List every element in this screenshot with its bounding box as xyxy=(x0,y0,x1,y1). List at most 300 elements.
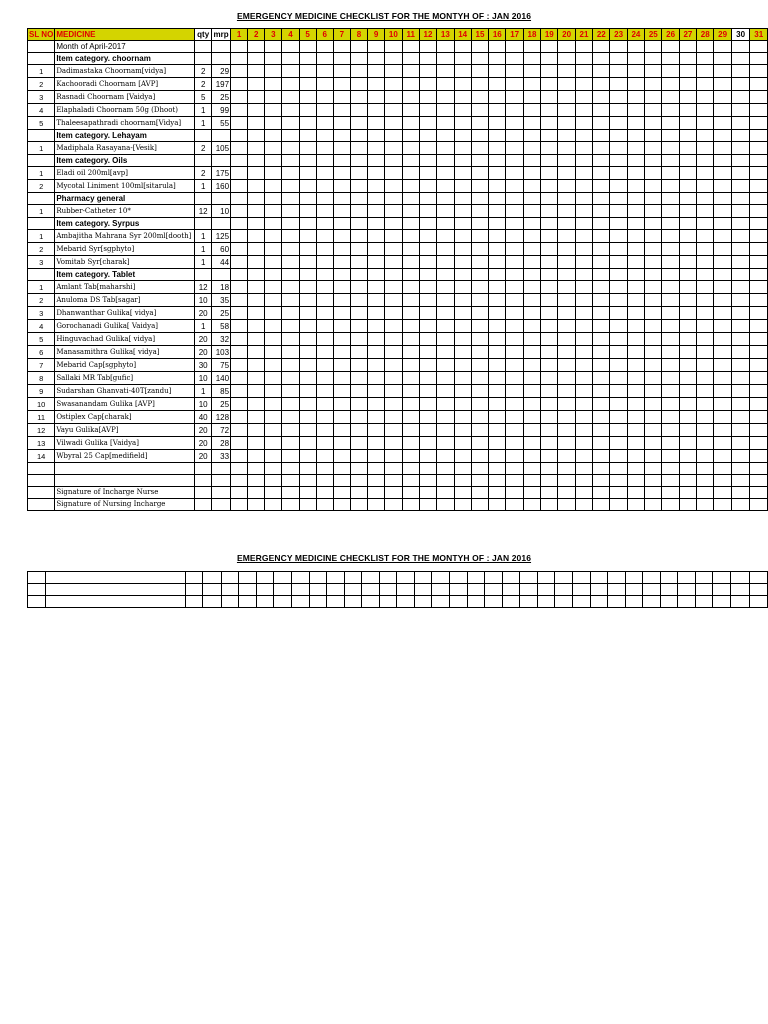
blank-cell xyxy=(195,475,212,487)
blank-cell xyxy=(402,475,419,487)
day-cell xyxy=(593,256,610,269)
qty-value: 1 xyxy=(195,320,212,333)
day-cell xyxy=(419,372,436,385)
day-cell xyxy=(610,243,627,256)
day-cell xyxy=(471,205,488,218)
header-day: 7 xyxy=(333,29,350,41)
mrp-value: 60 xyxy=(212,243,231,256)
medicine-row xyxy=(28,398,768,411)
day-cell xyxy=(471,117,488,130)
day-cell xyxy=(316,167,333,180)
day-cell xyxy=(419,437,436,450)
day-cell xyxy=(471,424,488,437)
day-cell xyxy=(523,372,540,385)
blank-cell xyxy=(291,572,309,584)
day-cell xyxy=(679,91,696,104)
blank-cell xyxy=(327,596,345,608)
day-cell xyxy=(506,437,523,450)
day-cell xyxy=(662,411,679,424)
day-cell xyxy=(471,294,488,307)
blank-cell xyxy=(265,475,282,487)
day-cell xyxy=(231,193,248,205)
day-cell xyxy=(299,167,316,180)
day-cell xyxy=(697,256,714,269)
category-label: Pharmacy general xyxy=(55,193,195,205)
day-cell xyxy=(437,117,454,130)
mrp-value: 75 xyxy=(212,359,231,372)
blank-cell xyxy=(316,475,333,487)
mrp-value: 160 xyxy=(212,180,231,193)
day-cell xyxy=(523,117,540,130)
day-cell xyxy=(506,230,523,243)
day-cell xyxy=(731,78,750,91)
day-cell xyxy=(471,218,488,230)
blank-cell xyxy=(362,584,380,596)
day-cell xyxy=(679,398,696,411)
blank-cell xyxy=(385,475,402,487)
blank-cell xyxy=(28,572,46,584)
blank-cell xyxy=(555,572,573,584)
blank-cell xyxy=(344,596,362,608)
day-cell xyxy=(627,450,644,463)
day-cell xyxy=(419,346,436,359)
day-cell xyxy=(489,65,506,78)
day-cell xyxy=(575,359,592,372)
day-cell xyxy=(248,359,265,372)
day-cell xyxy=(299,372,316,385)
blank-cell xyxy=(414,596,432,608)
mrp-value: 25 xyxy=(212,91,231,104)
day-cell xyxy=(248,180,265,193)
day-cell xyxy=(645,167,662,180)
day-cell xyxy=(575,230,592,243)
day-cell xyxy=(645,53,662,65)
day-cell xyxy=(750,117,768,130)
day-cell xyxy=(750,359,768,372)
qty-value: 20 xyxy=(195,346,212,359)
blank-cell xyxy=(610,475,627,487)
day-cell xyxy=(385,53,402,65)
day-cell xyxy=(662,243,679,256)
day-cell xyxy=(265,91,282,104)
day-cell xyxy=(437,243,454,256)
day-cell xyxy=(627,281,644,294)
day-cell xyxy=(645,359,662,372)
blank-cell xyxy=(256,572,274,584)
blank-cell xyxy=(28,463,55,475)
category-row xyxy=(28,269,768,281)
day-cell xyxy=(316,320,333,333)
day-cell xyxy=(471,487,488,499)
day-cell xyxy=(593,385,610,398)
day-cell xyxy=(419,256,436,269)
day-cell xyxy=(714,333,731,346)
day-cell xyxy=(282,205,299,218)
day-cell xyxy=(489,424,506,437)
medicine-name: Rasnadi Choornam [Vaidya] xyxy=(55,91,195,104)
day-cell xyxy=(627,155,644,167)
day-cell xyxy=(750,411,768,424)
medicine-row xyxy=(28,294,768,307)
day-cell xyxy=(419,499,436,511)
blank-row xyxy=(28,596,768,608)
day-cell xyxy=(437,142,454,155)
day-cell xyxy=(231,499,248,511)
day-cell xyxy=(333,499,350,511)
mrp-cell xyxy=(212,499,231,511)
day-cell xyxy=(454,78,471,91)
blank-cell xyxy=(368,475,385,487)
day-cell xyxy=(231,424,248,437)
day-cell xyxy=(750,294,768,307)
checklist-title-2: EMERGENCY MEDICINE CHECKLIST FOR THE MONTYH OF : JAN 2016 xyxy=(236,553,532,563)
day-cell xyxy=(248,218,265,230)
blank-cell xyxy=(608,584,626,596)
day-cell xyxy=(645,269,662,281)
day-cell xyxy=(662,91,679,104)
blank-cell xyxy=(248,463,265,475)
medicine-row xyxy=(28,424,768,437)
day-cell xyxy=(248,205,265,218)
day-cell xyxy=(248,281,265,294)
day-cell xyxy=(714,205,731,218)
day-cell xyxy=(316,424,333,437)
qty-cell xyxy=(195,487,212,499)
day-cell xyxy=(282,346,299,359)
day-cell xyxy=(541,53,558,65)
day-cell xyxy=(610,256,627,269)
day-cell xyxy=(575,167,592,180)
day-cell xyxy=(750,385,768,398)
day-cell xyxy=(575,294,592,307)
day-cell xyxy=(714,117,731,130)
day-cell xyxy=(645,320,662,333)
day-cell xyxy=(627,117,644,130)
day-cell xyxy=(333,359,350,372)
day-cell xyxy=(750,230,768,243)
day-cell xyxy=(316,230,333,243)
day-cell xyxy=(627,411,644,424)
day-cell xyxy=(368,155,385,167)
day-cell xyxy=(610,333,627,346)
blank-cell xyxy=(309,572,327,584)
day-cell xyxy=(333,320,350,333)
day-cell xyxy=(523,281,540,294)
day-cell xyxy=(437,487,454,499)
day-cell xyxy=(697,65,714,78)
day-cell xyxy=(506,499,523,511)
day-cell xyxy=(541,333,558,346)
category-label: Item category. Tablet xyxy=(55,269,195,281)
day-cell xyxy=(282,104,299,117)
day-cell xyxy=(248,193,265,205)
day-cell xyxy=(248,117,265,130)
day-cell xyxy=(541,307,558,320)
day-cell xyxy=(231,437,248,450)
day-cell xyxy=(523,411,540,424)
day-cell xyxy=(299,41,316,53)
day-cell xyxy=(575,437,592,450)
blank-cell xyxy=(450,572,468,584)
day-cell xyxy=(437,359,454,372)
day-cell xyxy=(402,450,419,463)
day-cell xyxy=(368,333,385,346)
day-cell xyxy=(350,117,367,130)
day-cell xyxy=(437,53,454,65)
blank-cell xyxy=(185,572,202,584)
sl-number: 2 xyxy=(28,180,55,193)
day-cell xyxy=(645,142,662,155)
day-cell xyxy=(385,167,402,180)
day-cell xyxy=(231,53,248,65)
header-day: 30 xyxy=(731,29,750,41)
signature-label: Signature of Incharge Nurse xyxy=(55,487,195,499)
day-cell xyxy=(489,41,506,53)
day-cell xyxy=(402,411,419,424)
day-cell xyxy=(593,218,610,230)
day-cell xyxy=(506,450,523,463)
day-cell xyxy=(231,117,248,130)
day-cell xyxy=(645,411,662,424)
day-cell xyxy=(731,450,750,463)
day-cell xyxy=(333,41,350,53)
day-cell xyxy=(350,78,367,91)
sl-number: 2 xyxy=(28,243,55,256)
day-cell xyxy=(575,281,592,294)
day-cell xyxy=(523,294,540,307)
sl-number: 8 xyxy=(28,372,55,385)
day-cell xyxy=(265,450,282,463)
day-cell xyxy=(248,104,265,117)
day-cell xyxy=(316,256,333,269)
day-cell xyxy=(333,180,350,193)
day-cell xyxy=(558,180,575,193)
day-cell xyxy=(523,385,540,398)
day-cell xyxy=(231,281,248,294)
sl-cell xyxy=(28,41,55,53)
day-cell xyxy=(750,180,768,193)
day-cell xyxy=(333,230,350,243)
day-cell xyxy=(282,411,299,424)
day-cell xyxy=(731,41,750,53)
day-cell xyxy=(558,130,575,142)
day-cell xyxy=(489,294,506,307)
day-cell xyxy=(662,230,679,243)
day-cell xyxy=(316,411,333,424)
day-cell xyxy=(523,193,540,205)
day-cell xyxy=(265,130,282,142)
blank-row xyxy=(28,584,768,596)
blank-cell xyxy=(590,596,608,608)
day-cell xyxy=(419,307,436,320)
day-cell xyxy=(645,117,662,130)
day-cell xyxy=(731,294,750,307)
day-cell xyxy=(523,65,540,78)
day-cell xyxy=(731,281,750,294)
day-cell xyxy=(714,424,731,437)
day-cell xyxy=(610,269,627,281)
day-cell xyxy=(714,91,731,104)
day-cell xyxy=(419,359,436,372)
blank-cell xyxy=(467,572,485,584)
sl-number: 4 xyxy=(28,104,55,117)
day-cell xyxy=(316,205,333,218)
day-cell xyxy=(350,411,367,424)
day-cell xyxy=(610,359,627,372)
day-cell xyxy=(489,130,506,142)
sl-number: 1 xyxy=(28,281,55,294)
day-cell xyxy=(248,41,265,53)
day-cell xyxy=(265,41,282,53)
day-cell xyxy=(437,180,454,193)
day-cell xyxy=(679,41,696,53)
day-cell xyxy=(750,155,768,167)
day-cell xyxy=(506,359,523,372)
day-cell xyxy=(402,243,419,256)
day-cell xyxy=(697,320,714,333)
header-day: 23 xyxy=(610,29,627,41)
medicine-name: Vilwadi Gulika [Vaidya] xyxy=(55,437,195,450)
blank-cell xyxy=(593,475,610,487)
day-cell xyxy=(489,499,506,511)
medicine-row xyxy=(28,104,768,117)
day-cell xyxy=(697,180,714,193)
day-cell xyxy=(697,294,714,307)
day-cell xyxy=(471,104,488,117)
day-cell xyxy=(593,205,610,218)
day-cell xyxy=(523,155,540,167)
day-cell xyxy=(541,78,558,91)
day-cell xyxy=(697,499,714,511)
day-cell xyxy=(679,359,696,372)
medicine-name: Ambajitha Mahrana Syr 200ml[dooth] xyxy=(55,230,195,243)
day-cell xyxy=(437,411,454,424)
day-cell xyxy=(282,53,299,65)
day-cell xyxy=(662,78,679,91)
day-cell xyxy=(679,130,696,142)
day-cell xyxy=(697,205,714,218)
day-cell xyxy=(402,53,419,65)
day-cell xyxy=(471,346,488,359)
blank-cell xyxy=(202,596,221,608)
day-cell xyxy=(714,499,731,511)
day-cell xyxy=(697,167,714,180)
blank-cell xyxy=(414,572,432,584)
day-cell xyxy=(506,385,523,398)
day-cell xyxy=(489,91,506,104)
day-cell xyxy=(610,372,627,385)
blank-cell xyxy=(537,572,555,584)
day-cell xyxy=(558,320,575,333)
day-cell xyxy=(679,256,696,269)
blank-cell xyxy=(28,596,46,608)
day-cell xyxy=(506,205,523,218)
day-cell xyxy=(316,180,333,193)
day-cell xyxy=(402,424,419,437)
day-cell xyxy=(627,65,644,78)
day-cell xyxy=(541,450,558,463)
day-cell xyxy=(523,243,540,256)
day-cell xyxy=(750,78,768,91)
day-cell xyxy=(610,91,627,104)
day-cell xyxy=(299,256,316,269)
blank-cell xyxy=(489,463,506,475)
day-cell xyxy=(489,359,506,372)
medicine-row xyxy=(28,256,768,269)
mrp-value: 35 xyxy=(212,294,231,307)
blank-cell xyxy=(45,572,185,584)
day-cell xyxy=(282,372,299,385)
day-cell xyxy=(437,499,454,511)
day-cell xyxy=(299,424,316,437)
day-cell xyxy=(697,450,714,463)
sl-number: 1 xyxy=(28,65,55,78)
day-cell xyxy=(662,294,679,307)
day-cell xyxy=(437,307,454,320)
day-cell xyxy=(575,180,592,193)
day-cell xyxy=(506,411,523,424)
day-cell xyxy=(471,180,488,193)
day-cell xyxy=(731,411,750,424)
day-cell xyxy=(299,487,316,499)
day-cell xyxy=(697,78,714,91)
day-cell xyxy=(645,398,662,411)
day-cell xyxy=(489,398,506,411)
day-cell xyxy=(402,294,419,307)
day-cell xyxy=(265,78,282,91)
day-cell xyxy=(558,218,575,230)
day-cell xyxy=(750,41,768,53)
day-cell xyxy=(523,437,540,450)
day-cell xyxy=(231,320,248,333)
mrp-cell xyxy=(212,130,231,142)
day-cell xyxy=(437,91,454,104)
day-cell xyxy=(558,450,575,463)
day-cell xyxy=(248,142,265,155)
day-cell xyxy=(350,230,367,243)
day-cell xyxy=(697,411,714,424)
day-cell xyxy=(610,437,627,450)
qty-value: 1 xyxy=(195,230,212,243)
qty-value: 5 xyxy=(195,91,212,104)
day-cell xyxy=(368,167,385,180)
day-cell xyxy=(368,41,385,53)
day-cell xyxy=(593,487,610,499)
day-cell xyxy=(489,256,506,269)
signature-row xyxy=(28,499,768,511)
day-cell xyxy=(731,230,750,243)
sl-number: 5 xyxy=(28,333,55,346)
qty-value: 2 xyxy=(195,78,212,91)
blank-cell xyxy=(282,463,299,475)
day-cell xyxy=(402,230,419,243)
day-cell xyxy=(402,142,419,155)
day-cell xyxy=(454,65,471,78)
day-cell xyxy=(248,256,265,269)
medicine-name: Ostiplex Cap[charak] xyxy=(55,411,195,424)
day-cell xyxy=(627,230,644,243)
day-cell xyxy=(662,218,679,230)
day-cell xyxy=(627,424,644,437)
blank-cell xyxy=(379,572,397,584)
day-cell xyxy=(282,193,299,205)
day-cell xyxy=(282,450,299,463)
blank-cell xyxy=(520,572,538,584)
day-cell xyxy=(714,450,731,463)
mrp-value: 197 xyxy=(212,78,231,91)
day-cell xyxy=(333,269,350,281)
day-cell xyxy=(350,499,367,511)
